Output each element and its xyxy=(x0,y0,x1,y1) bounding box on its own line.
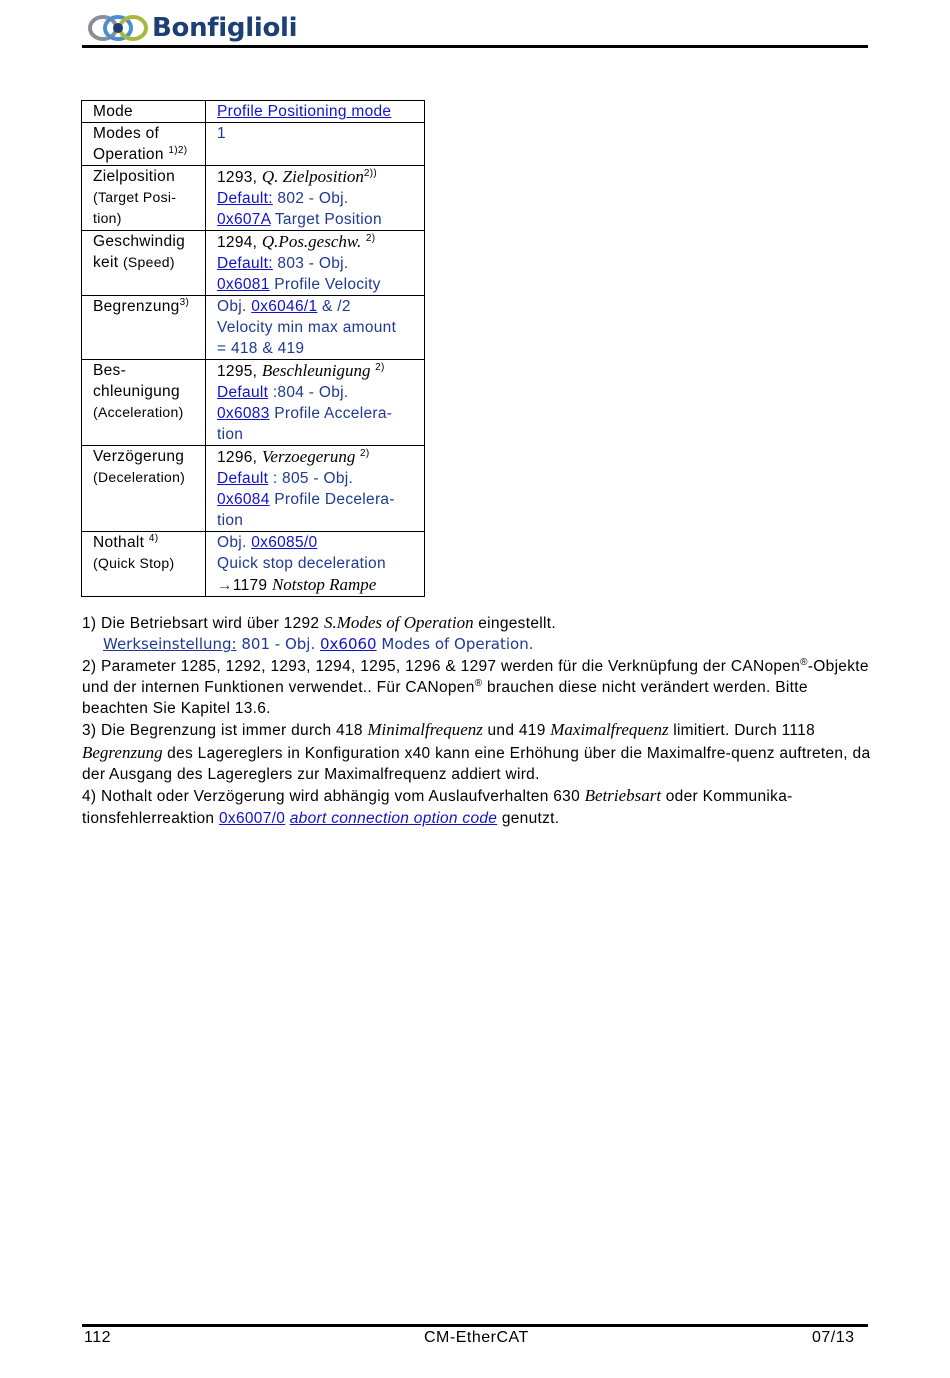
footnote-4-text-a: 4) Nothalt oder Verzögerung wird abhängig vom Auslaufverhalten 630 xyxy=(82,788,585,806)
nothalt-sub: (Quick Stop) xyxy=(93,555,175,571)
zielposition-default-link[interactable]: Default: xyxy=(217,190,273,207)
decel-sub: (Deceleration) xyxy=(93,469,186,485)
row-value xyxy=(206,231,425,296)
accel-sub: (Acceleration) xyxy=(93,404,184,420)
accel-obj-link[interactable]: 0x6083 xyxy=(217,405,270,422)
accel-label-2: chleunigung xyxy=(93,383,180,400)
table-row xyxy=(82,296,425,360)
footnote-3-param-1: Minimalfrequenz xyxy=(367,720,483,740)
nothalt-obj-link[interactable]: 0x6085/0 xyxy=(251,534,318,551)
accel-label-1: Bes- xyxy=(93,362,127,379)
footnote-3-param-3: Begrenzung xyxy=(82,742,163,762)
footnote-1-text-b: eingestellt. xyxy=(473,615,556,632)
zielposition-name: Q. Zielposition xyxy=(261,167,364,186)
mode-value-link[interactable]: Profile Positioning mode xyxy=(217,103,392,120)
begrenzung-line3: = 418 & 419 xyxy=(217,340,305,357)
speed-obj-text: Profile Velocity xyxy=(269,276,381,293)
footnote-2-text-a: 2) Parameter 1285, 1292, 1293, 1294, 1295, 1296 & 1297 werden für die Verknüpfung der CANopen xyxy=(82,657,801,675)
footnote-2-text-c: brauchen diese nicht verändert werden. Bitte beachten Sie Kapitel 13.6. xyxy=(82,678,808,718)
footnote-3 xyxy=(82,719,872,785)
footnote-1-default xyxy=(82,634,872,655)
nothalt-line3-name: Notstop Rampe xyxy=(271,575,377,594)
zielposition-default-text: 802 - Obj. xyxy=(272,190,349,207)
nothalt-label: Nothalt xyxy=(93,534,149,551)
footnote-3-text-a: 3) Die Begrenzung ist immer durch 418 xyxy=(82,722,368,740)
decel-name: Verzoegerung xyxy=(261,447,356,466)
decel-label: Verzögerung xyxy=(93,448,185,465)
footnote-4 xyxy=(82,785,872,829)
logo-mark-icon xyxy=(88,13,148,43)
nothalt-line3-num: 1179 xyxy=(232,577,272,594)
zielposition-label: Zielposition xyxy=(93,168,176,185)
footnote-4-obj-link[interactable]: 0x6007/0 xyxy=(218,809,286,827)
row-value xyxy=(206,101,425,123)
footnotes xyxy=(82,612,872,829)
speed-default-text: 803 - Obj. xyxy=(272,255,349,272)
registered-mark: ® xyxy=(800,656,808,668)
footnote-3-text-c: limitiert. Durch 1118 xyxy=(668,722,816,740)
begrenzung-obj-text: & /2 xyxy=(317,298,351,315)
footnote-4-abort-link[interactable]: abort connection option code xyxy=(289,809,498,827)
header-rule xyxy=(82,45,868,48)
begrenzung-obj-prefix: Obj. xyxy=(217,298,252,315)
row-label xyxy=(82,123,206,166)
row-value xyxy=(206,446,425,532)
row-value xyxy=(206,532,425,597)
footnote-1-text-a: 1) Die Betriebsart wird über 1292 xyxy=(82,615,324,632)
page-number: 112 xyxy=(84,1329,112,1346)
modes-footnote-ref: 1)2) xyxy=(168,144,188,156)
footnote-1-param: S.Modes of Operation xyxy=(323,613,474,632)
footnote-4-text-b: oder Kommunika-tionsfehlerreaktion xyxy=(82,788,793,827)
footnote-1-obj-link[interactable]: 0x6060 xyxy=(320,635,377,654)
footnote-1-default-link[interactable]: Werkseinstellung: xyxy=(103,635,237,654)
decel-obj-text: Profile Decelera- tion xyxy=(217,491,395,529)
row-label xyxy=(82,101,206,123)
parameter-table xyxy=(81,100,425,597)
mode-label: Mode xyxy=(93,103,133,120)
accel-default-text: :804 - Obj. xyxy=(268,384,349,401)
document-title: CM-EtherCAT xyxy=(424,1329,529,1346)
document-date: 07/13 xyxy=(812,1329,855,1346)
speed-obj-link[interactable]: 0x6081 xyxy=(217,276,270,293)
arrow-right-icon: → xyxy=(217,577,233,594)
row-value xyxy=(206,360,425,446)
row-label xyxy=(82,446,206,532)
row-value xyxy=(206,296,425,360)
speed-default-link[interactable]: Default: xyxy=(217,255,273,272)
zielposition-obj-link[interactable]: 0x607A xyxy=(217,211,271,228)
speed-label: Geschwindig keit xyxy=(93,233,186,271)
row-label xyxy=(82,296,206,360)
table-row xyxy=(82,166,425,231)
accel-name: Beschleunigung xyxy=(261,361,371,380)
row-label xyxy=(82,360,206,446)
table-row xyxy=(82,101,425,123)
footnote-2-text-b: -Objekte und der internen Funktionen verwendet.. Für CANopen xyxy=(82,657,869,696)
nothalt-obj-prefix: Obj. xyxy=(217,534,252,551)
bonfiglioli-logo xyxy=(88,10,297,46)
footnote-3-param-2: Maximalfrequenz xyxy=(550,720,669,740)
row-value xyxy=(206,123,425,166)
speed-num: 1294, xyxy=(217,234,262,251)
modes-value: 1 xyxy=(217,125,226,142)
nothalt-line2: Quick stop deceleration xyxy=(217,555,386,572)
footnote-3-text-b: und 419 xyxy=(482,722,551,740)
modes-label-2: Operation xyxy=(93,146,169,163)
decel-num: 1296, xyxy=(217,449,262,466)
speed-footnote-ref: 2) xyxy=(365,232,376,244)
decel-default-text: : 805 - Obj. xyxy=(268,470,354,487)
accel-footnote-ref: 2) xyxy=(375,361,385,373)
decel-default-link[interactable]: Default xyxy=(217,470,269,487)
zielposition-num: 1293, xyxy=(217,169,262,186)
table-row xyxy=(82,360,425,446)
footnote-4-param: Betriebsart xyxy=(584,786,662,806)
row-label xyxy=(82,231,206,296)
footnote-1-obj-text: Modes of Operation. xyxy=(376,635,534,654)
begrenzung-label: Begrenzung xyxy=(93,298,180,315)
row-label xyxy=(82,532,206,597)
accel-default-link[interactable]: Default xyxy=(217,384,269,401)
table-row xyxy=(82,123,425,166)
zielposition-obj-text: Target Position xyxy=(270,211,382,228)
table-row xyxy=(82,231,425,296)
footnote-1-default-text: 801 - Obj. xyxy=(236,635,320,654)
footnote-4-text-c: genutzt. xyxy=(497,809,560,827)
footnote-3-text-d: des Lagereglers in Konfiguration x40 kann eine Erhöhung über die Maximalfre-quenz auftreten, da der Ausgang des Lagereglers zur Maximalfrequenz addiert wird. xyxy=(82,744,871,784)
accel-num: 1295, xyxy=(217,363,262,380)
begrenzung-footnote-ref: 3) xyxy=(179,296,190,308)
table-row xyxy=(82,446,425,532)
decel-obj-link[interactable]: 0x6084 xyxy=(217,491,270,508)
speed-name: Q.Pos.geschw. xyxy=(261,232,362,251)
table-row xyxy=(82,532,425,597)
decel-footnote-ref: 2) xyxy=(360,447,370,459)
footnote-2 xyxy=(82,656,872,720)
row-label xyxy=(82,166,206,231)
zielposition-footnote-ref: 2)) xyxy=(363,167,378,179)
registered-mark: ® xyxy=(474,677,483,689)
begrenzung-obj-link[interactable]: 0x6046/1 xyxy=(251,298,318,315)
footer-rule xyxy=(82,1324,868,1327)
row-value xyxy=(206,166,425,231)
brand-name: Bonfiglioli xyxy=(152,13,298,43)
zielposition-sub: (Target Posi- tion) xyxy=(93,189,177,226)
speed-sub: (Speed) xyxy=(122,254,175,270)
modes-label-1: Modes of xyxy=(93,125,160,142)
accel-obj-text: Profile Accelera- tion xyxy=(217,405,393,443)
footnote-1 xyxy=(82,612,872,634)
begrenzung-line2: Velocity min max amount xyxy=(217,319,397,336)
nothalt-footnote-ref: 4) xyxy=(148,532,159,544)
